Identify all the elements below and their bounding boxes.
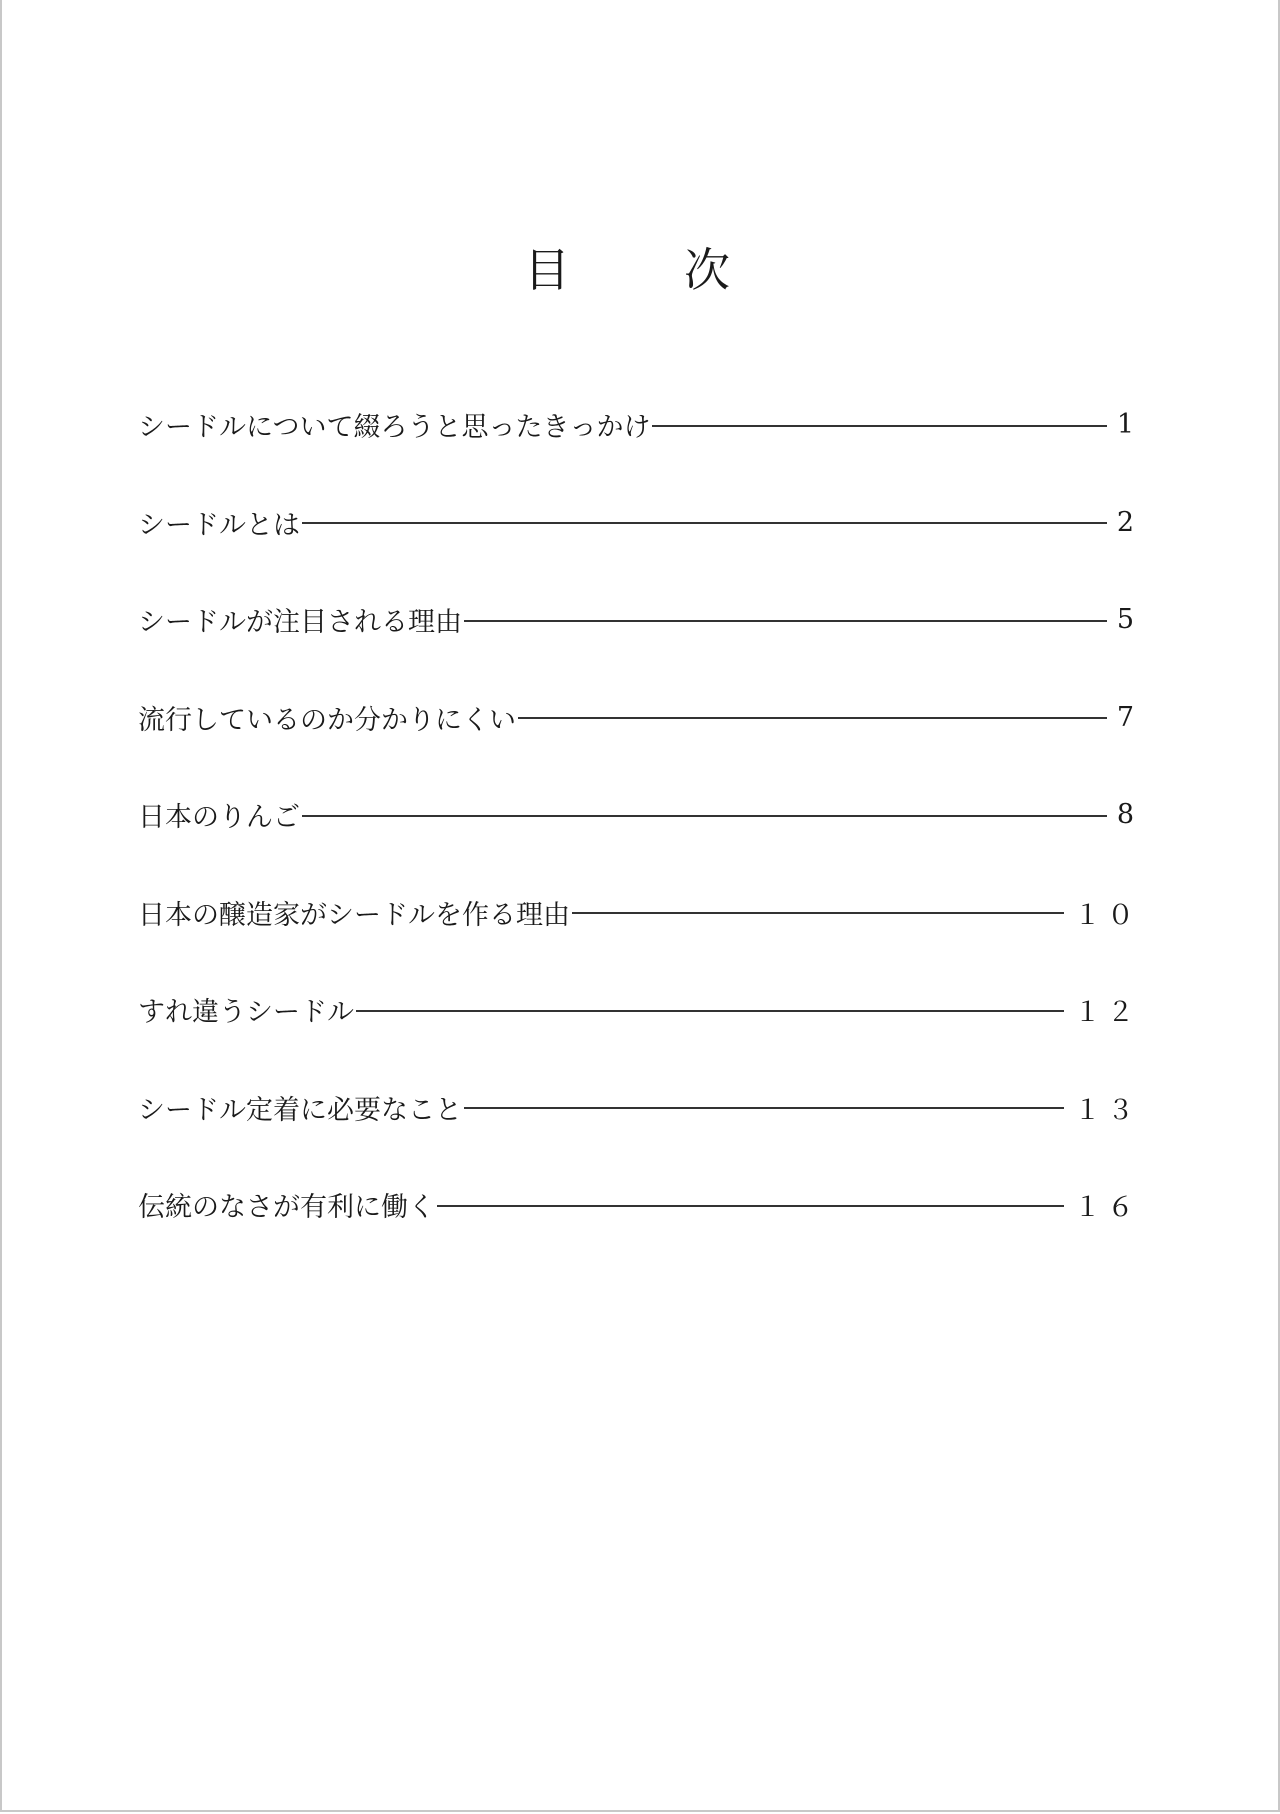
- toc-entry-page: １６: [1074, 1192, 1140, 1224]
- toc-entry-title: すれ違うシードル: [138, 997, 354, 1029]
- table-of-contents: [138, 376, 1140, 1254]
- toc-leader-line: [464, 620, 1107, 622]
- toc-entry-title: 日本のりんご: [138, 802, 300, 834]
- toc-entry-title: シードル定着に必要なこと: [138, 1094, 462, 1126]
- toc-entry: [138, 961, 1140, 1059]
- toc-entry: [138, 1059, 1140, 1157]
- page-title: 目 次: [524, 243, 764, 297]
- toc-leader-line: [437, 1205, 1064, 1207]
- toc-entry-title: シードルが注目される理由: [138, 607, 462, 639]
- toc-entry-title: シードルとは: [138, 509, 300, 541]
- toc-entry: [138, 376, 1140, 474]
- toc-entry-title: シードルについて綴ろうと思ったきっかけ: [138, 412, 651, 444]
- toc-entry-page: 5: [1116, 604, 1140, 636]
- toc-entry: [138, 864, 1140, 962]
- toc-leader-line: [302, 522, 1107, 524]
- toc-entry-page: 2: [1116, 506, 1140, 538]
- toc-entry: [138, 669, 1140, 767]
- toc-entry: [138, 571, 1140, 669]
- toc-entry-page: １０: [1074, 899, 1140, 931]
- toc-entry-title: 日本の醸造家がシードルを作る理由: [138, 899, 570, 931]
- toc-leader-line: [652, 425, 1106, 427]
- toc-leader-line: [302, 815, 1107, 817]
- toc-entry-page: １２: [1074, 997, 1140, 1029]
- toc-leader-line: [464, 1107, 1064, 1109]
- toc-entry-page: 8: [1116, 799, 1140, 831]
- toc-entry: [138, 766, 1140, 864]
- toc-entry-page: １３: [1074, 1094, 1140, 1126]
- toc-leader-line: [356, 1010, 1064, 1012]
- toc-entry-page: 1: [1116, 409, 1140, 441]
- toc-leader-line: [518, 717, 1107, 719]
- toc-leader-line: [572, 912, 1064, 914]
- toc-entry-title: 流行しているのか分かりにくい: [138, 704, 516, 736]
- toc-entry: [138, 474, 1140, 572]
- toc-entry-page: 7: [1116, 701, 1140, 733]
- toc-entry: [138, 1156, 1140, 1254]
- toc-entry-title: 伝統のなさが有利に働く: [138, 1192, 435, 1224]
